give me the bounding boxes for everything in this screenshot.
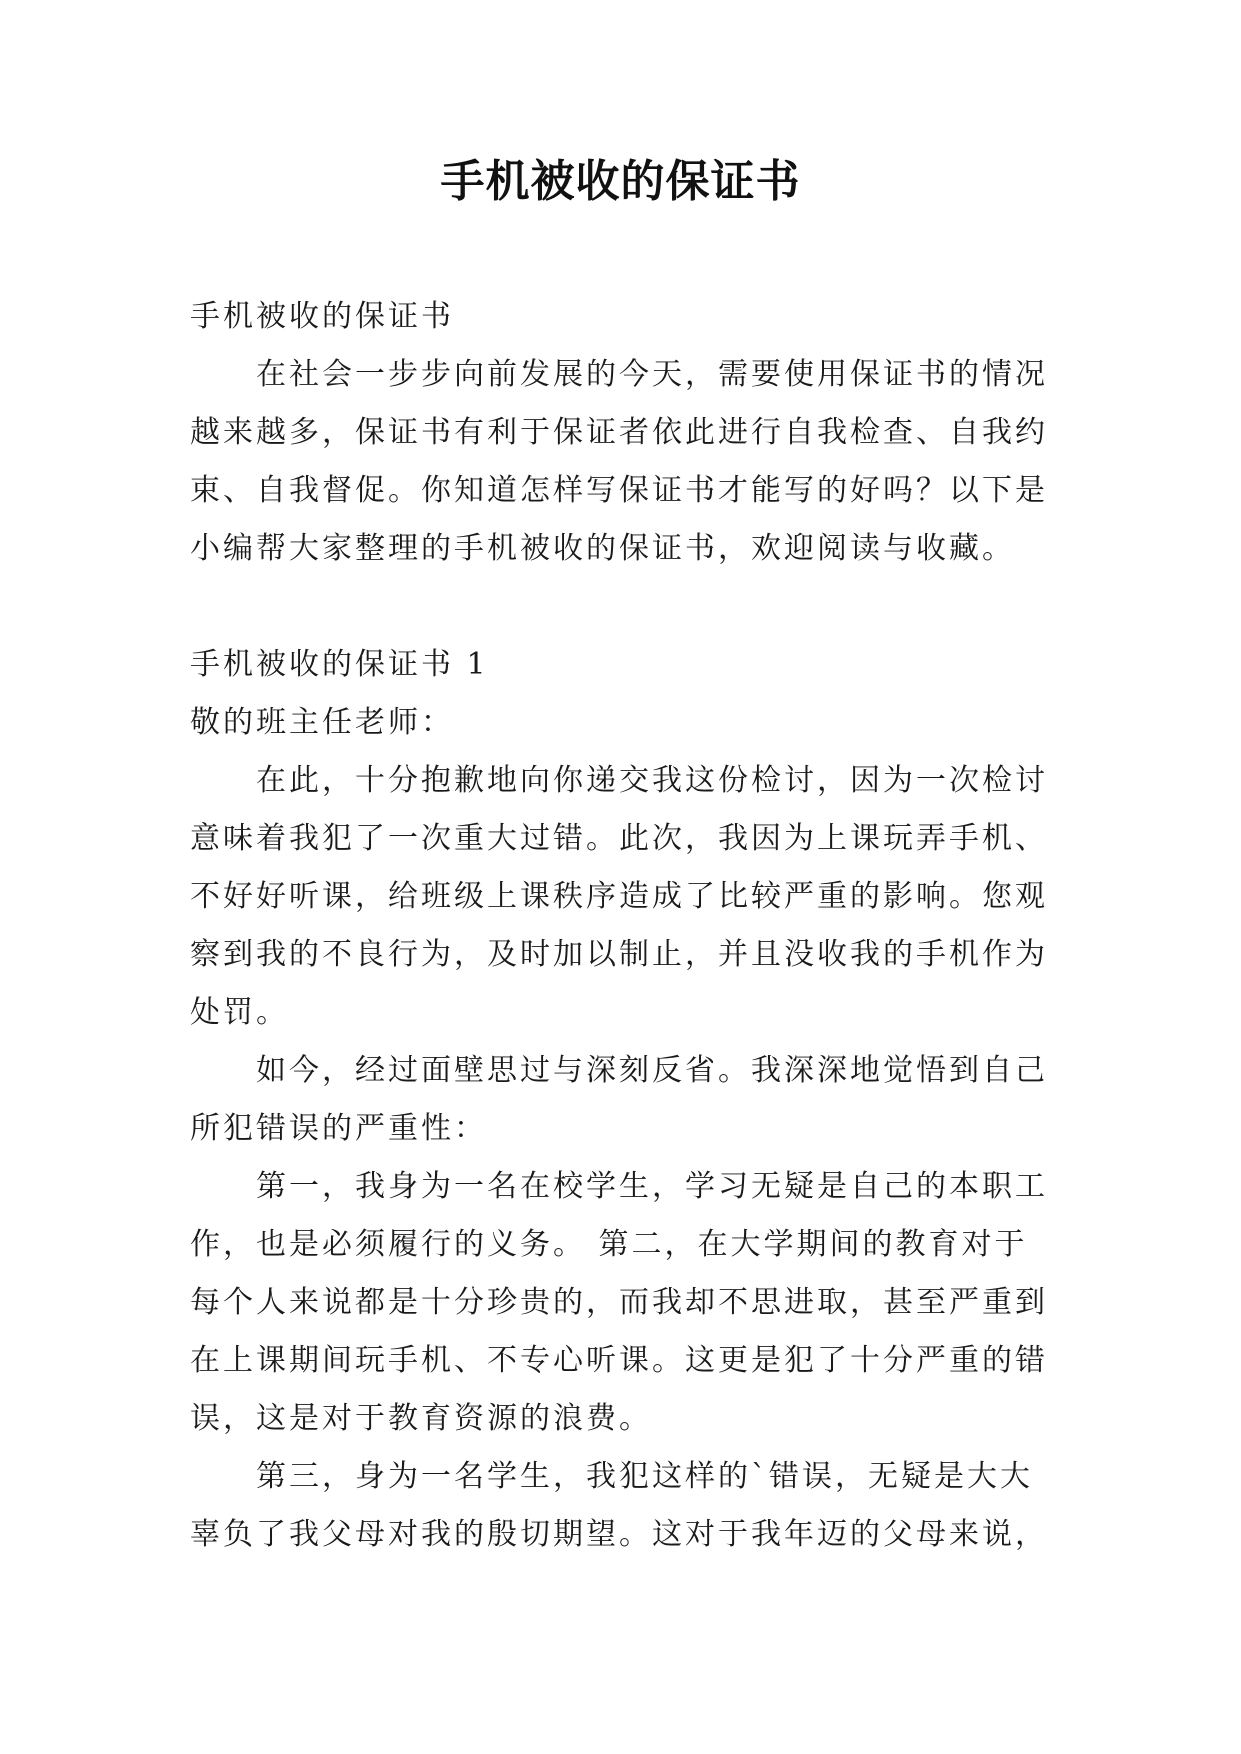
text-line: 如今，经过面壁思过与深刻反省。我深深地觉悟到自己 xyxy=(256,1053,1048,1088)
text-line: 在社会一步步向前发展的今天，需要使用保证书的情况 xyxy=(256,357,1048,392)
text-line: 手机被收的保证书 xyxy=(190,299,454,334)
text-line: 在此，十分抱歉地向你递交我这份检讨，因为一次检讨 xyxy=(256,763,1048,798)
text-line: 越来越多，保证书有利于保证者依此进行自我检查、自我约 xyxy=(190,415,1048,450)
text-line: 每个人来说都是十分珍贵的，而我却不思进取，甚至严重到 xyxy=(190,1285,1048,1320)
text-line: 第一，我身为一名在校学生，学习无疑是自己的本职工 xyxy=(256,1169,1048,1204)
text-line: 小编帮大家整理的手机被收的保证书，欢迎阅读与收藏。 xyxy=(190,531,1015,566)
text-line: 束、自我督促。你知道怎样写保证书才能写的好吗？以下是 xyxy=(190,473,1048,508)
text-line: 处罚。 xyxy=(190,995,289,1030)
text-line: 作，也是必须履行的义务。 第二，在大学期间的教育对于 xyxy=(190,1227,1028,1262)
blank-line xyxy=(190,578,1070,636)
text-line: 在上课期间玩手机、不专心听课。这更是犯了十分严重的错 xyxy=(190,1343,1048,1378)
text-line: 察到我的不良行为，及时加以制止，并且没收我的手机作为 xyxy=(190,937,1048,972)
text-line: 误，这是对于教育资源的浪费。 xyxy=(190,1401,652,1436)
text-line: 敬的班主任老师： xyxy=(190,705,454,740)
document-body xyxy=(190,288,1070,1564)
text-line: 意味着我犯了一次重大过错。此次，我因为上课玩弄手机、 xyxy=(190,821,1048,856)
document-title: 手机被收的保证书 xyxy=(440,156,801,207)
text-line: 手机被收的保证书 1 xyxy=(190,647,489,682)
text-line: 第三，身为一名学生，我犯这样的`错误，无疑是大大 xyxy=(256,1459,1033,1494)
text-line: 不好好听课，给班级上课秩序造成了比较严重的影响。您观 xyxy=(190,879,1048,914)
text-line: 所犯错误的严重性： xyxy=(190,1111,487,1146)
text-line: 辜负了我父母对我的殷切期望。这对于我年迈的父母来说， xyxy=(190,1517,1048,1552)
